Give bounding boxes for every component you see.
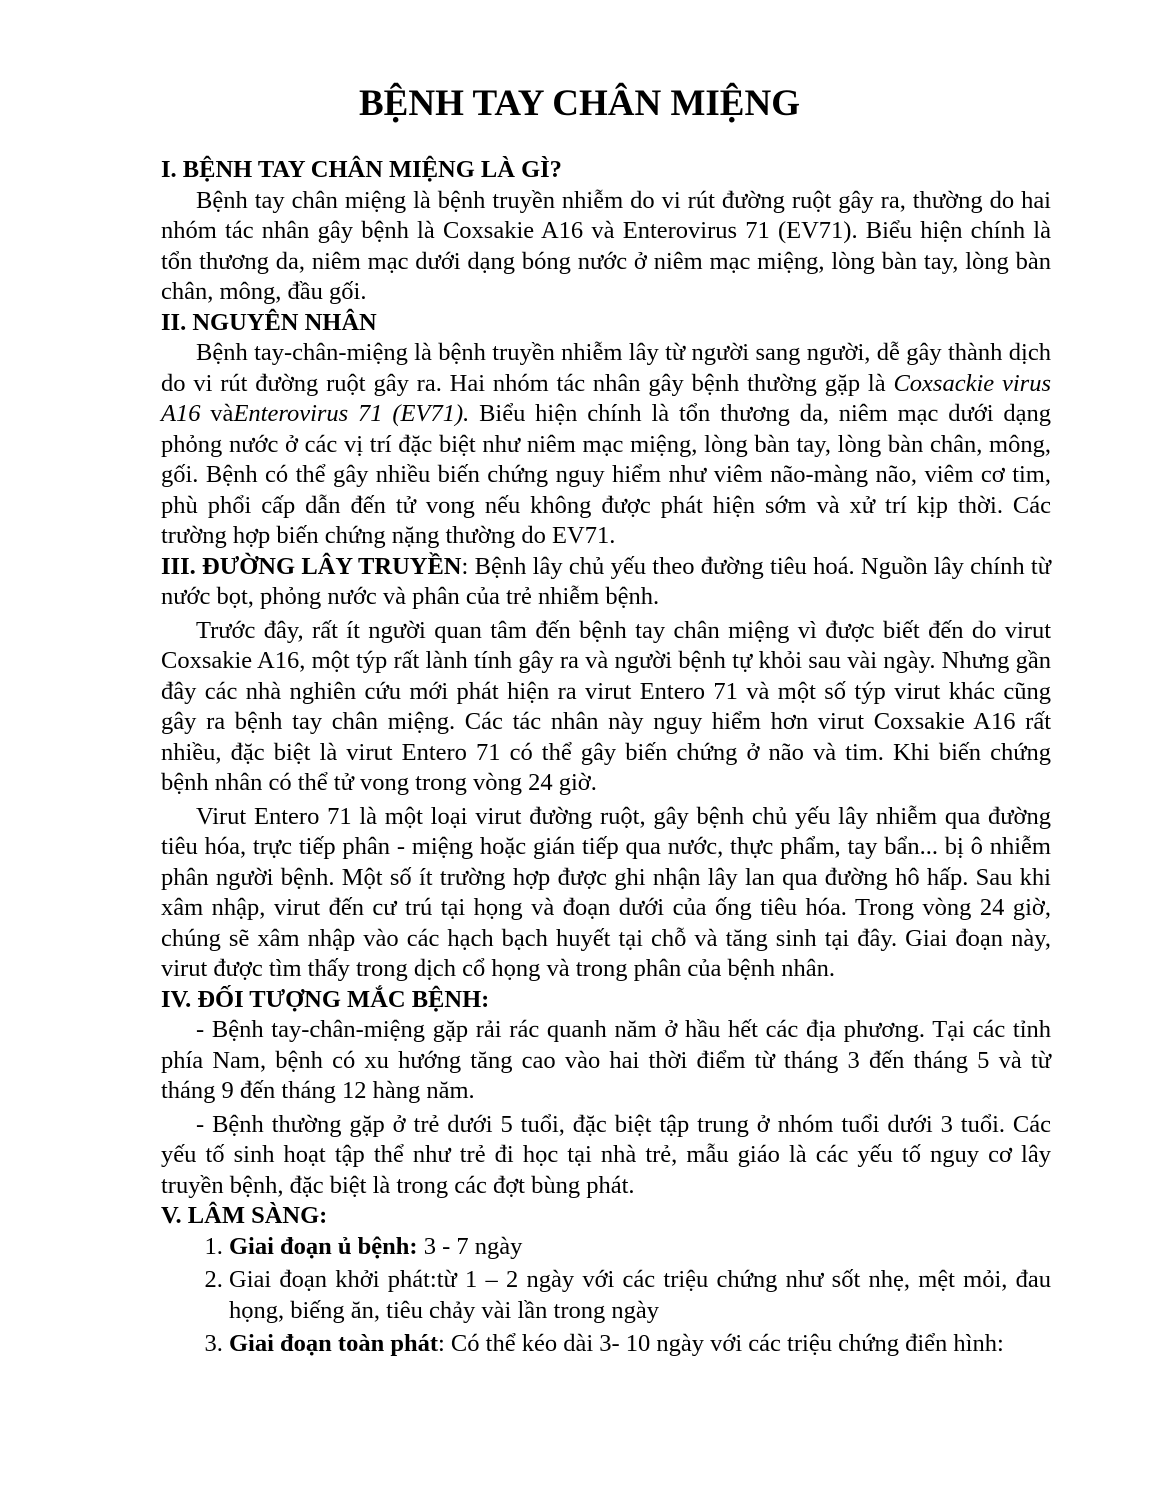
- list-item-bold: Giai đoạn ủ bệnh:: [229, 1232, 418, 1260]
- section-2-text-b: và: [200, 400, 234, 427]
- document-title: BỆNH TAY CHÂN MIỆNG: [359, 83, 800, 124]
- section-2-paragraph: [161, 338, 1051, 552]
- list-item-bold: Giai đoạn toàn phát: [229, 1330, 438, 1357]
- section-3-paragraph-1: Trước đây, rất ít người quan tâm đến bệnh tay chân miệng vì được biết đến do virut Coxsakie A16, một týp rất lành tính gây ra và người bệnh tự khỏi sau vài ngày. Nhưng gần đây các nhà nghiên cứu mới phát hiện ra virut Entero 71 và một số týp virut khác cũng gây ra bệnh tay chân miệng. Các tác nhân này nguy hiểm hơn virut Coxsakie A16 rất nhiều, đặc biệt là virut Entero 71 có thể gây biến chứng ở não và tim. Khi biến chứng bệnh nhân có thể tử vong trong vòng 24 giờ.: [161, 616, 1051, 796]
- list-item: [229, 1232, 1051, 1263]
- section-1-heading: I. BỆNH TAY CHÂN MIỆNG LÀ GÌ?: [161, 156, 562, 183]
- section-5-heading: V. LÂM SÀNG:: [161, 1202, 328, 1229]
- section-3-lead: [161, 552, 1051, 613]
- section-1-paragraph: Bệnh tay chân miệng là bệnh truyền nhiễm do vi rút đường ruột gây ra, thường do hai nhóm tác nhân gây bệnh là Coxsakie A16 và Enterovirus 71 (EV71). Biểu hiện chính là tổn thương da, niêm mạc dưới dạng bóng nước ở niêm mạc miệng, lòng bàn tay, lòng bàn chân, mông, đầu gối.: [161, 186, 1051, 305]
- section-2-italic-b: Enterovirus 71 (EV71).: [233, 400, 470, 427]
- section-2-text-c: Biểu hiện chính là tổn thương da, niêm mạc dưới dạng phỏng nước ở các vị trí đặc biệt như niêm mạc miệng, lòng bàn tay, lòng bàn chân, mông, gối. Bệnh có thể gây nhiều biến chứng nguy hiểm như viêm não-màng não, viêm cơ tim, phù phổi cấp dẫn đến tử vong nếu không được phát hiện sớm và xử trí kịp thời. Các trường hợp biến chứng nặng thường do EV71.: [161, 400, 1052, 549]
- list-item: [229, 1329, 1051, 1360]
- list-item-text: Giai đoạn khởi phát:từ 1 – 2 ngày với các triệu chứng như sốt nhẹ, mệt mỏi, đau họng, biếng ăn, tiêu chảy vài lần trong ngày: [229, 1266, 1051, 1324]
- section-2-text-a: Bệnh tay-chân-miệng là bệnh truyền nhiễm lây từ người sang người, dễ gây thành dịch do vi rút đường ruột gây ra. Hai nhóm tác nhân gây bệnh thường gặp là: [161, 339, 1051, 397]
- document-body: [161, 155, 1051, 1360]
- list-item: [229, 1265, 1051, 1326]
- section-2-heading: II. NGUYÊN NHÂN: [161, 308, 377, 336]
- section-2-italic-a: Coxsackie virus A16: [161, 369, 1051, 427]
- section-3-lead-text: : Bệnh lây chủ yếu theo đường tiêu hoá. Nguồn lây chính từ nước bọt, phỏng nước và phân của trẻ nhiễm bệnh.: [161, 552, 1051, 610]
- section-4-heading: IV. ĐỐI TƯỢNG MẮC BỆNH:: [161, 985, 490, 1013]
- clinical-stages-list: [161, 1232, 1051, 1360]
- section-4-paragraph-2: - Bệnh thường gặp ở trẻ dưới 5 tuổi, đặc biệt tập trung ở nhóm tuổi dưới 3 tuổi. Các yếu tố sinh hoạt tập thể như trẻ đi học tại nhà trẻ, mẫu giáo là các yếu tố nguy cơ lây truyền bệnh, đặc biệt là trong các đợt bùng phát.: [161, 1110, 1051, 1199]
- list-item-text: : Có thể kéo dài 3- 10 ngày với các triệu chứng điển hình:: [438, 1330, 1004, 1357]
- section-3-paragraph-2: Virut Entero 71 là một loại virut đường ruột, gây bệnh chủ yếu lây nhiễm qua đường tiêu hóa, trực tiếp phân - miệng hoặc gián tiếp qua nước, thực phẩm, tay bẩn... bị ô nhiễm phân người bệnh. Một số ít trường hợp được ghi nhận lây lan qua đường hô hấp. Sau khi xâm nhập, virut đến cư trú tại họng và đoạn dưới của ống tiêu hóa. Trong vòng 24 giờ, chúng sẽ xâm nhập vào các hạch bạch huyết tại chỗ và tăng sinh tại đây. Giai đoạn này, virut được tìm thấy trong dịch cổ họng và trong phân của bệnh nhân.: [161, 802, 1051, 982]
- section-3-heading: III. ĐƯỜNG LÂY TRUYỀN: [161, 552, 462, 580]
- section-4-paragraph-1: - Bệnh tay-chân-miệng gặp rải rác quanh năm ở hầu hết các địa phương. Tại các tỉnh phía Nam, bệnh có xu hướng tăng cao vào hai thời điểm từ tháng 3 đến tháng 5 và từ tháng 9 đến tháng 12 hàng năm.: [161, 1016, 1051, 1104]
- list-item-text: 3 - 7 ngày: [417, 1232, 523, 1260]
